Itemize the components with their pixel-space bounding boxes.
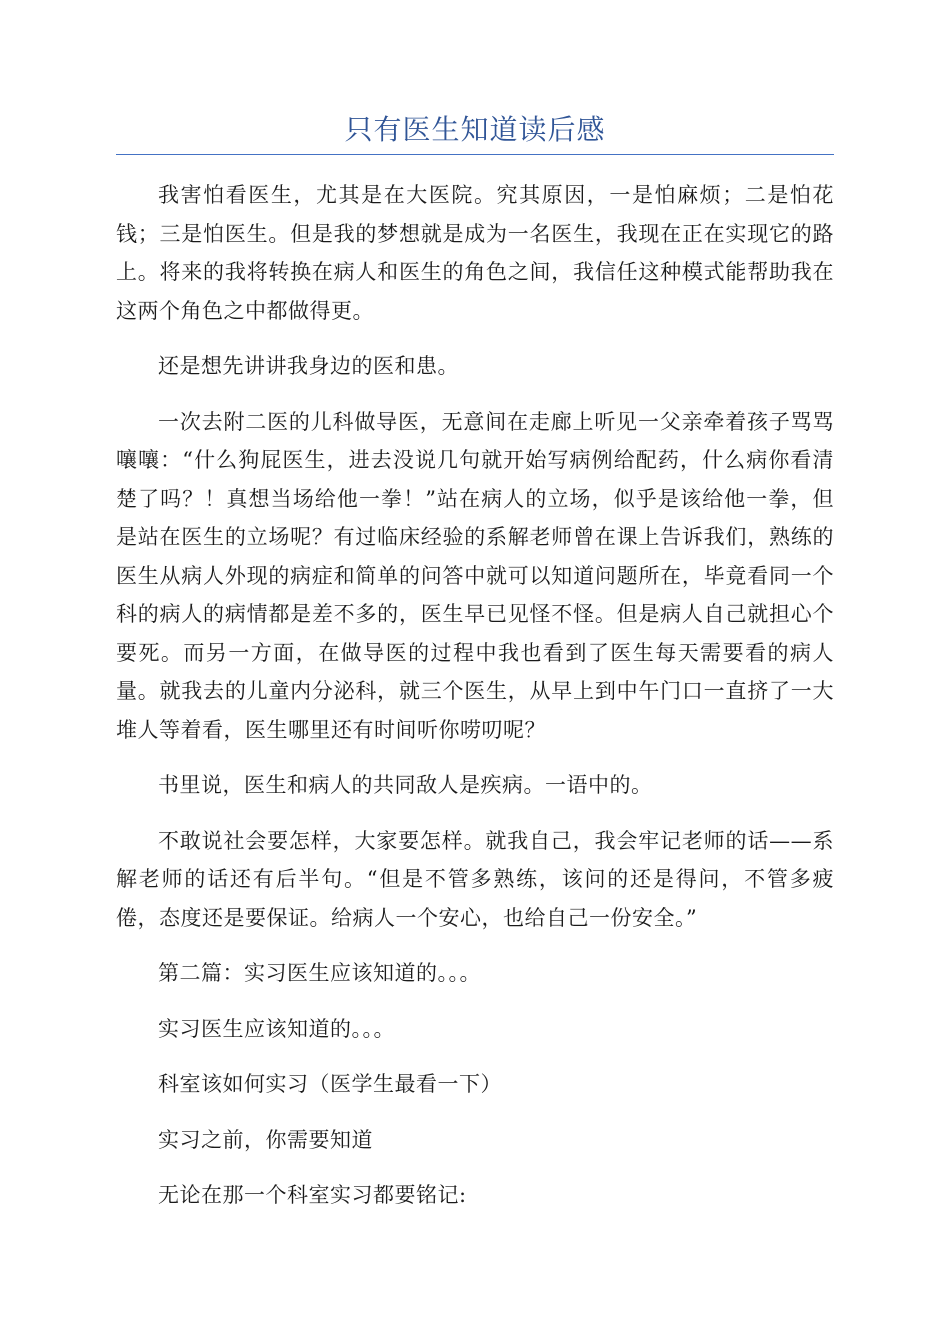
- paragraph-8: 科室该如何实习（医学生最看一下）: [158, 1072, 502, 1096]
- document-title: 只有医生知道读后感: [344, 113, 606, 146]
- paragraph-5: 不敢说社会要怎样，大家要怎样。就我自己，我会牢记老师的话——系解老师的话还有后半句。“但是不管多熟练，该问的还是得问，不管多疲倦，态度还是要保证。给病人一个安心，也给自己一份安全。”: [116, 828, 834, 930]
- paragraph-1: 我害怕看医生，尤其是在大医院。究其原因，一是怕麻烦；二是怕花钱；三是怕医生。但是我的梦想就是成为一名医生，我现在正在实现它的路上。将来的我将转换在病人和医生的角色之间，我信任这种模式能帮助我在这两个角色之中都做得更。: [116, 183, 834, 323]
- paragraph-2: 还是想先讲讲我身边的医和患。: [158, 354, 459, 378]
- title-underline: [116, 154, 834, 155]
- paragraph-6: 第二篇：实习医生应该知道的。。。: [158, 961, 481, 985]
- paragraph-9: 实习之前，你需要知道: [158, 1127, 373, 1152]
- document-body: [116, 176, 834, 1232]
- paragraph-10: 无论在那一个科室实习都要铭记:: [158, 1183, 467, 1207]
- paragraph-3: 一次去附二医的儿科做导医，无意间在走廊上听见一父亲牵着孩子骂骂嚷嚷：“什么狗屁医生，进去没说几句就开始写病例给配药，什么病你看清楚了吗？！真想当场给他一拳！”站在病人的立场，似乎是该给他一拳，但是站在医生的立场呢？有过临床经验的系解老师曾在课上告诉我们，熟练的医生从病人外现的病症和简单的问答中就可以知道问题所在，毕竟看同一个科的病人的病情都是差不多的，医生早已见怪不怪。但是病人自己就担心个要死。而另一方面，在做导医的过程中我也看到了医生每天需要看的病人量。就我去的儿童内分泌科，就三个医生，从早上到中午门口一直挤了一大堆人等着看，医生哪里还有时间听你唠叨呢？: [116, 409, 834, 742]
- paragraph-7: 实习医生应该知道的。。。: [158, 1016, 395, 1041]
- paragraph-4: 书里说，医生和病人的共同敌人是疾病。一语中的。: [158, 773, 653, 797]
